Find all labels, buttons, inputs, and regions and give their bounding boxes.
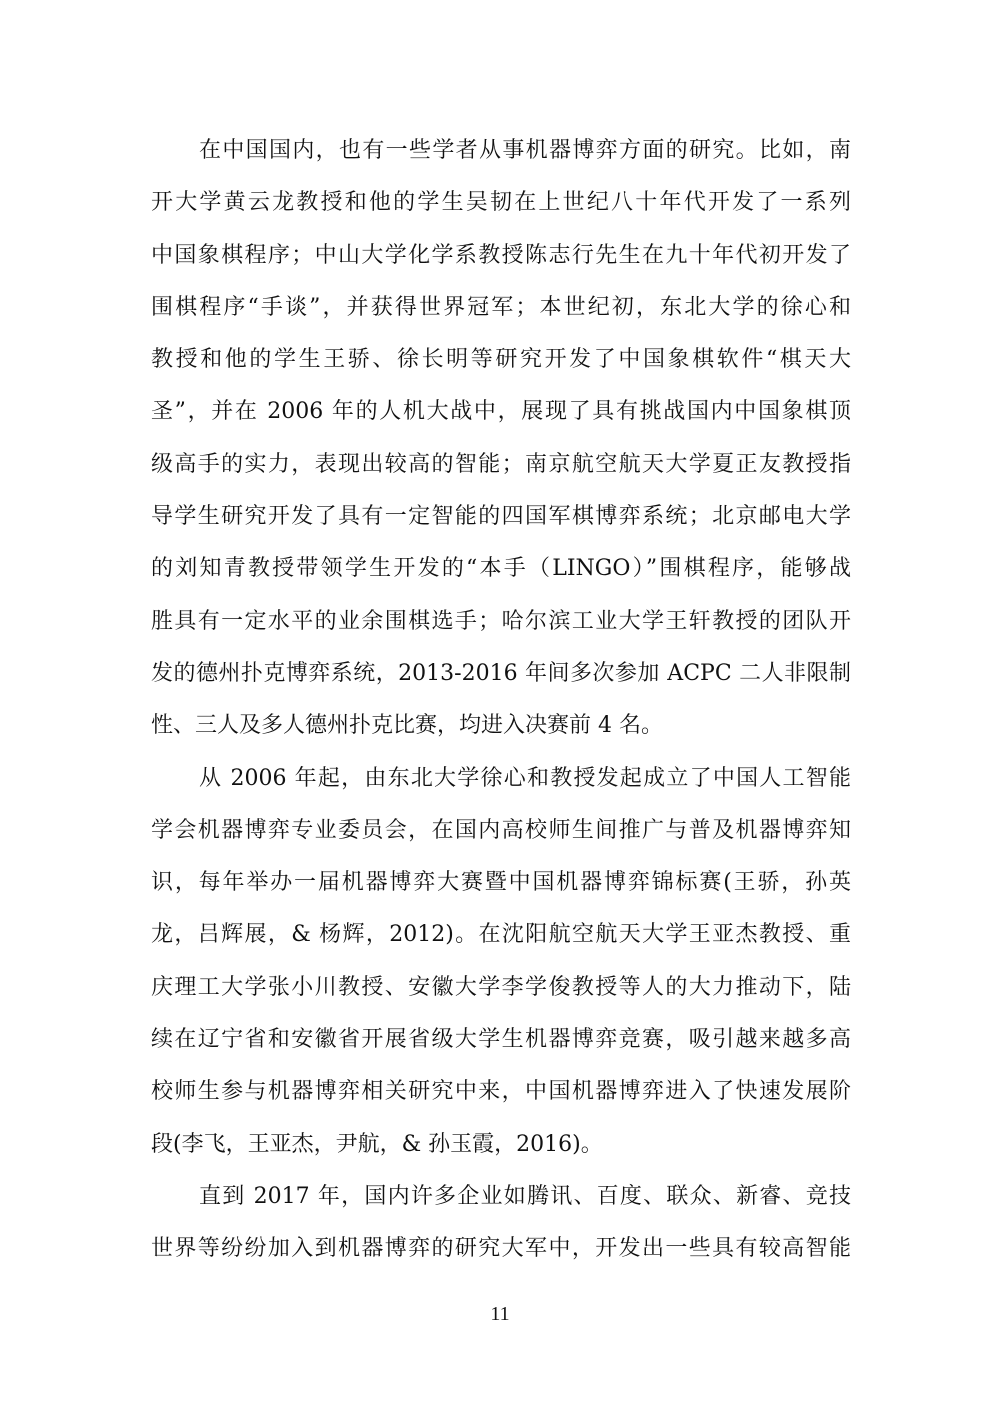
page-number: 11 bbox=[490, 1303, 510, 1325]
text-line: 中国象棋程序；中山大学化学系教授陈志行先生在九十年代初开发了 bbox=[151, 242, 851, 268]
text-line: 胜具有一定水平的业余围棋选手；哈尔滨工业大学王轩教授的团队开 bbox=[151, 608, 851, 634]
text-line: 校师生参与机器博弈相关研究中来，中国机器博弈进入了快速发展阶 bbox=[151, 1079, 851, 1105]
text-line: 庆理工大学张小川教授、安徽大学李学俊教授等人的大力推动下，陆 bbox=[151, 974, 851, 1000]
text-line: 龙，吕辉展，& 杨辉，2012)。在沈阳航空航天大学王亚杰教授、重 bbox=[151, 922, 851, 948]
text-line: 段(李飞，王亚杰，尹航，& 孙玉霞，2016)。 bbox=[151, 1131, 603, 1157]
paragraph-3 bbox=[151, 1171, 851, 1276]
text-line: 发的德州扑克博弈系统，2013-2016 年间多次参加 ACPC 二人非限制 bbox=[151, 660, 851, 686]
paragraph-2 bbox=[151, 753, 851, 1171]
text-line: 围棋程序“手谈”，并获得世界冠军；本世纪初，东北大学的徐心和 bbox=[151, 294, 851, 320]
text-line: 学会机器博弈专业委员会，在国内高校师生间推广与普及机器博弈知 bbox=[151, 817, 851, 843]
text-line: 导学生研究开发了具有一定智能的四国军棋博弈系统；北京邮电大学 bbox=[151, 504, 851, 530]
text-line: 的刘知青教授带领学生开发的“本手（LINGO）”围棋程序，能够战 bbox=[151, 556, 851, 582]
text-line: 从 2006 年起，由东北大学徐心和教授发起成立了中国人工智能 bbox=[199, 765, 851, 791]
text-line: 直到 2017 年，国内许多企业如腾讯、百度、联众、新睿、竞技 bbox=[199, 1183, 851, 1209]
text-line: 圣”，并在 2006 年的人机大战中，展现了具有挑战国内中国象棋顶 bbox=[151, 399, 851, 425]
text-line: 教授和他的学生王骄、徐长明等研究开发了中国象棋软件“棋天大 bbox=[151, 347, 851, 373]
text-line: 级高手的实力，表现出较高的智能；南京航空航天大学夏正友教授指 bbox=[151, 451, 851, 477]
paragraph-1 bbox=[151, 125, 851, 753]
body-text bbox=[151, 125, 851, 1276]
text-line: 开大学黄云龙教授和他的学生吴韧在上世纪八十年代开发了一系列 bbox=[151, 190, 851, 216]
text-line: 性、三人及多人德州扑克比赛，均进入决赛前 4 名。 bbox=[151, 713, 663, 739]
text-line: 世界等纷纷加入到机器博弈的研究大军中，开发出一些具有较高智能 bbox=[151, 1236, 851, 1262]
text-line: 在中国国内，也有一些学者从事机器博弈方面的研究。比如，南 bbox=[199, 138, 851, 163]
text-line: 识，每年举办一届机器博弈大赛暨中国机器博弈锦标赛(王骄，孙英 bbox=[151, 870, 851, 896]
text-line: 续在辽宁省和安徽省开展省级大学生机器博弈竞赛，吸引越来越多高 bbox=[151, 1027, 851, 1053]
